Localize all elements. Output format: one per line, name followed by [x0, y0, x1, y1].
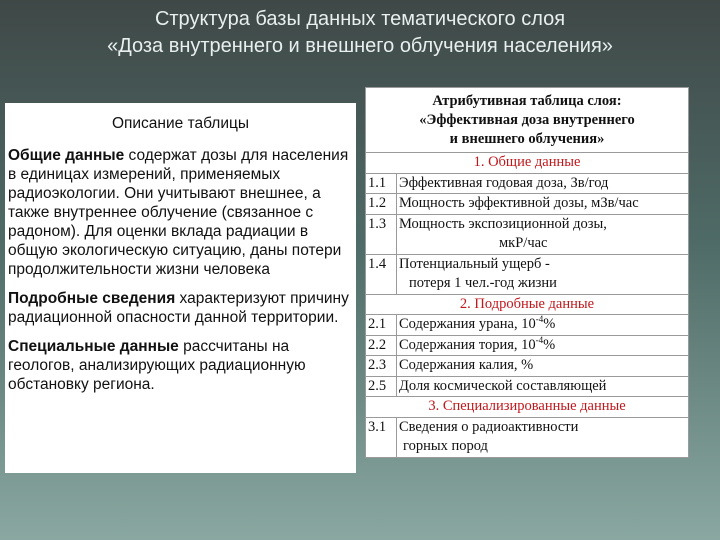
row-number: 1.2 [366, 194, 397, 215]
section-row [366, 397, 689, 418]
row-text: Мощность эффективной дозы, мЗв/час [397, 194, 689, 215]
table-row [366, 194, 689, 215]
row-text-cont: мкР/час [499, 235, 548, 251]
header-line-3: и внешнего облучения» [449, 131, 605, 147]
section-general: 1. Общие данные [366, 153, 689, 174]
table-row [366, 214, 689, 254]
row-text [397, 214, 689, 254]
row-text-tail: % [543, 316, 556, 332]
table-row [366, 417, 689, 457]
row-number: 1.3 [366, 214, 397, 254]
table-row [366, 315, 689, 336]
row-number: 3.1 [366, 417, 397, 457]
description-paragraph-general [5, 146, 356, 279]
table-header [366, 88, 689, 153]
description-panel [5, 103, 356, 473]
title-line-1: Структура базы данных тематического слоя [154, 8, 566, 30]
row-text [397, 335, 689, 356]
table-row [366, 173, 689, 194]
row-text: Эффективная годовая доза, Зв/год [397, 173, 689, 194]
row-text-cont: горных пород [403, 438, 488, 454]
title-line-2: «Доза внутреннего и внешнего облучения населения» [107, 35, 613, 57]
section-row [366, 153, 689, 174]
row-number: 1.1 [366, 173, 397, 194]
header-line-2: «Эффективная доза внутреннего [419, 112, 635, 128]
row-text: Доля космической составляющей [397, 376, 689, 397]
row-text-main: Содержания урана, 10 [399, 316, 536, 332]
term-special: Специальные данные [8, 338, 179, 355]
table-row [366, 335, 689, 356]
row-number: 2.1 [366, 315, 397, 336]
attribute-table [365, 87, 689, 458]
row-text [397, 417, 689, 457]
row-text [397, 254, 689, 294]
table-row [366, 376, 689, 397]
row-text-line: Потенциальный ущерб - [399, 255, 550, 272]
text-detailed: характеризуют причину радиационной опасности данной территории. [8, 290, 349, 326]
row-text: Содержания калия, % [397, 356, 689, 377]
section-specialized: 3. Специализированные данные [366, 397, 689, 418]
table-row [366, 356, 689, 377]
row-number: 2.2 [366, 335, 397, 356]
text-general: содержат дозы для населения в единицах измерений, применяемых радиоэкологии. Они учитывают внешнее, а также внутреннее облучение (связанное с радоном). Для оценки вклада радиации в общую экологическую ситуацию, даны потери продолжительности жизни человека [8, 147, 349, 278]
row-text-main: Содержания тория, 10 [399, 336, 536, 353]
row-number: 2.3 [366, 356, 397, 377]
row-number: 2.5 [366, 376, 397, 397]
table-row [366, 254, 689, 294]
header-line-1: Атрибутивная таблица слоя: [432, 93, 622, 109]
row-text-sup: -4 [535, 334, 544, 345]
slide-title [0, 6, 720, 60]
row-number: 1.4 [366, 254, 397, 294]
section-detailed: 2. Подробные данные [366, 294, 689, 315]
description-heading: Описание таблицы [111, 115, 250, 132]
row-text-tail: % [543, 336, 556, 353]
row-text-sup: -4 [535, 314, 544, 325]
row-text-cont: потеря 1 чел.-год жизни [409, 275, 557, 291]
description-paragraph-special [5, 337, 356, 394]
row-text-line: Сведения о радиоактивности [399, 418, 579, 435]
text-special: рассчитаны на геологов, анализирующих радиационную обстановку региона. [8, 338, 306, 393]
term-general: Общие данные [8, 147, 125, 164]
description-paragraph-detailed [5, 289, 356, 327]
term-detailed: Подробные сведения [8, 290, 176, 307]
row-text-line: Мощность экспозиционной дозы, [399, 215, 607, 232]
section-row [366, 294, 689, 315]
table-header-row [366, 88, 689, 153]
row-text [397, 315, 689, 336]
